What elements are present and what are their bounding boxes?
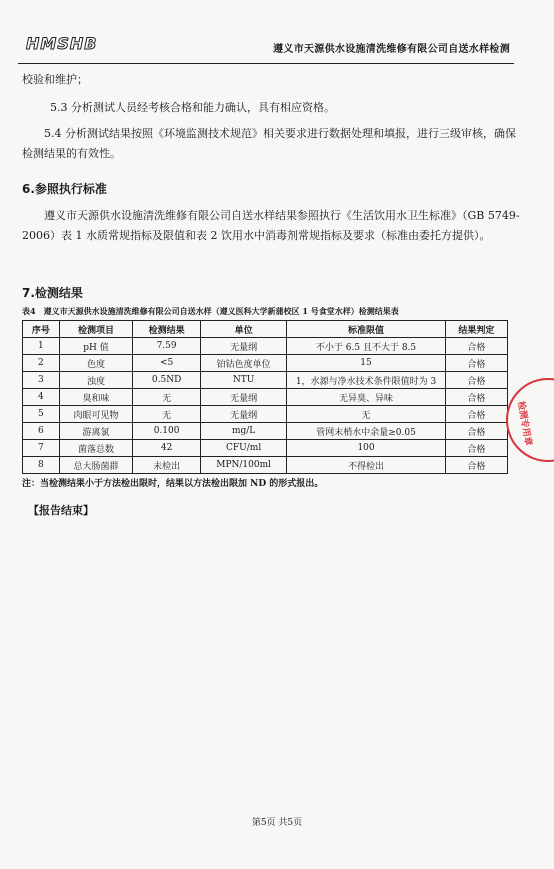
table-cell: 臭和味 — [59, 389, 133, 406]
company-logo: HMSHB — [26, 34, 98, 53]
table-cell: 浊度 — [59, 372, 133, 389]
paragraph-6: 遵义市天源供水设施清洗维修有限公司自送水样结果参照执行《生活饮用水卫生标准》（GB 5749-2006）表 1 水质常规指标及限值和表 2 饮用水中消毒剂常规指标及要求（标准由委托方提供）。 — [22, 209, 520, 242]
header-divider — [18, 63, 514, 64]
table-cell: 100 — [287, 440, 445, 457]
table-cell: pH 值 — [59, 338, 133, 355]
header-title: 遵义市天源供水设施清洗维修有限公司自送水样检测 — [273, 44, 510, 55]
col-header: 序号 — [23, 321, 60, 338]
table-row — [23, 406, 508, 423]
stamp-text: 检测专用章 — [515, 400, 533, 447]
red-seal-stamp — [506, 378, 554, 462]
table-cell: 无量纲 — [200, 406, 286, 423]
table-cell: 菌落总数 — [59, 440, 133, 457]
col-header: 结果判定 — [445, 321, 507, 338]
table-row — [23, 457, 508, 474]
table-cell: 不得检出 — [287, 457, 445, 474]
table-cell: 合格 — [445, 423, 507, 440]
table-cell: 合格 — [445, 338, 507, 355]
table-cell: 合格 — [445, 440, 507, 457]
page-number: 第5页 共5页 — [251, 818, 303, 828]
table-note: 注：当检测结果小于方法检出限时，结果以方法检出限加 ND 的形式报出。 — [22, 479, 324, 489]
table-cell: CFU/ml — [200, 440, 286, 457]
col-header: 检测结果 — [133, 321, 201, 338]
table-cell: 0.100 — [133, 423, 201, 440]
table-header-row — [23, 321, 508, 338]
table-caption: 表4 遵义市天源供水设施清洗维修有限公司自送水样（遵义医科大学新蒲校区 1 号食堂水样）检测结果表 — [22, 306, 399, 316]
table-row — [23, 355, 508, 372]
table-cell: 3 — [23, 372, 60, 389]
table-cell: 15 — [287, 355, 445, 372]
section-6-heading: 6.参照执行标准 — [22, 182, 107, 196]
table-cell: 肉眼可见物 — [59, 406, 133, 423]
table-row — [23, 389, 508, 406]
table-cell: 7.59 — [133, 338, 201, 355]
table-cell: 合格 — [445, 406, 507, 423]
table-cell: 1 — [23, 338, 60, 355]
table-cell: 无 — [287, 406, 445, 423]
table-cell: 无量纲 — [200, 338, 286, 355]
col-header: 单位 — [200, 321, 286, 338]
table-cell: 未检出 — [133, 457, 201, 474]
table-cell: mg/L — [200, 423, 286, 440]
table-cell: 管网末梢水中余量≥0.05 — [287, 423, 445, 440]
col-header: 标准限值 — [287, 321, 445, 338]
table-cell: 总大肠菌群 — [59, 457, 133, 474]
table-row — [23, 423, 508, 440]
table-row — [23, 338, 508, 355]
col-header: 检测项目 — [59, 321, 133, 338]
paragraph-5-3: 5.3 分析测试人员经考核合格和能力确认，具有相应资格。 — [50, 101, 335, 114]
table-cell: 合格 — [445, 355, 507, 372]
table-cell: MPN/100ml — [200, 457, 286, 474]
table-cell: 合格 — [445, 389, 507, 406]
table-row — [23, 440, 508, 457]
table-cell: 游离氯 — [59, 423, 133, 440]
report-end-marker: 【报告结束】 — [28, 504, 94, 517]
table-cell: 2 — [23, 355, 60, 372]
table-cell: 无异臭、异味 — [287, 389, 445, 406]
table-cell: 7 — [23, 440, 60, 457]
results-table — [22, 320, 508, 474]
paragraph-5-4: 5.4 分析测试结果按照《环境监测技术规范》相关要求进行数据处理和填报，进行三级审核，确保检测结果的有效性。 — [22, 127, 516, 160]
table-cell: NTU — [200, 372, 286, 389]
table-cell: 6 — [23, 423, 60, 440]
table-cell: 无量纲 — [200, 389, 286, 406]
table-cell: 4 — [23, 389, 60, 406]
table-cell: 铂钴色度单位 — [200, 355, 286, 372]
paragraph-continuation: 校验和维护； — [22, 73, 88, 86]
table-cell: 合格 — [445, 457, 507, 474]
table-cell: <5 — [133, 355, 201, 372]
table-cell: 0.5ND — [133, 372, 201, 389]
table-cell: 42 — [133, 440, 201, 457]
table-cell: 1，水源与净水技术条件限值时为 3 — [287, 372, 445, 389]
table-cell: 不小于 6.5 且不大于 8.5 — [287, 338, 445, 355]
page-header — [22, 26, 532, 60]
section-7-heading: 7.检测结果 — [22, 286, 83, 300]
table-cell: 8 — [23, 457, 60, 474]
table-cell: 合格 — [445, 372, 507, 389]
table-cell: 无 — [133, 406, 201, 423]
table-cell: 色度 — [59, 355, 133, 372]
table-row — [23, 372, 508, 389]
table-cell: 5 — [23, 406, 60, 423]
table-cell: 无 — [133, 389, 201, 406]
